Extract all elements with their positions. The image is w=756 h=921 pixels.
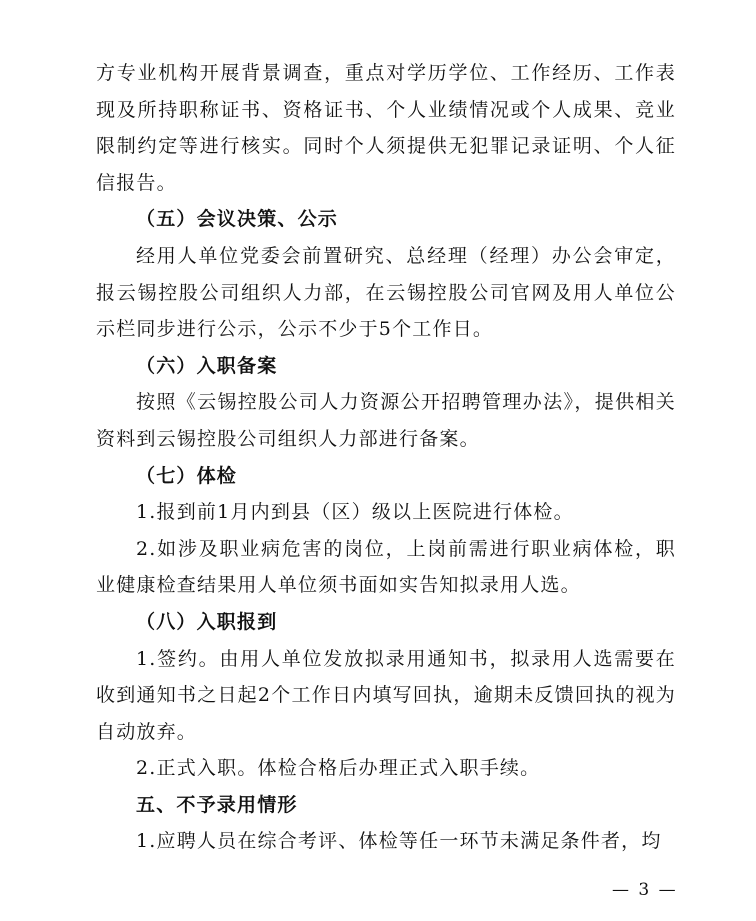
paragraph-meeting-decision: 经用人单位党委会前置研究、总经理（经理）办公会审定，报云锡控股公司组织人力部，在云锡控股公司官网及用人单位公示栏同步进行公示，公示不少于5个工作日。 (96, 244, 676, 341)
subheading-onboarding-report: （八）入职报到 (136, 610, 278, 633)
heading-non-hiring-cases: 五、不予录用情形 (136, 793, 298, 816)
page-number: — 3 — (612, 880, 678, 900)
paragraph-physical-exam-1: 1.报到前1月内到县（区）级以上医院进行体检。 (136, 501, 574, 524)
subheading-meeting-decision: （五）会议决策、公示 (136, 208, 339, 231)
subheading-onboarding-record: （六）入职备案 (136, 354, 278, 377)
paragraph-non-hiring-1: 1.应聘人员在综合考评、体检等任一环节未满足条件者，均 (136, 830, 662, 853)
paragraph-background-check: 方专业机构开展背景调查，重点对学历学位、工作经历、工作表现及所持职称证书、资格证书、个人业绩情况或个人成果、竞业限制约定等进行核实。同时个人须提供无犯罪记录证明、个人征信报告。 (96, 62, 676, 194)
paragraph-onboarding-report-1: 1.签约。由用人单位发放拟录用通知书，拟录用人选需要在收到通知书之日起2个工作日内填写回执，逾期未反馈回执的视为自动放弃。 (96, 647, 676, 743)
paragraph-physical-exam-2: 2.如涉及职业病危害的岗位，上岗前需进行职业病体检，职业健康检查结果用人单位须书面如实告知拟录用人选。 (96, 537, 676, 597)
subheading-physical-exam: （七）体检 (136, 464, 238, 487)
paragraph-onboarding-record: 按照《云锡控股公司人力资源公开招聘管理办法》，提供相关资料到云锡控股公司组织人力部进行备案。 (96, 391, 676, 450)
paragraph-onboarding-report-2: 2.正式入职。体检合格后办理正式入职手续。 (136, 757, 541, 780)
document-page (96, 55, 676, 860)
